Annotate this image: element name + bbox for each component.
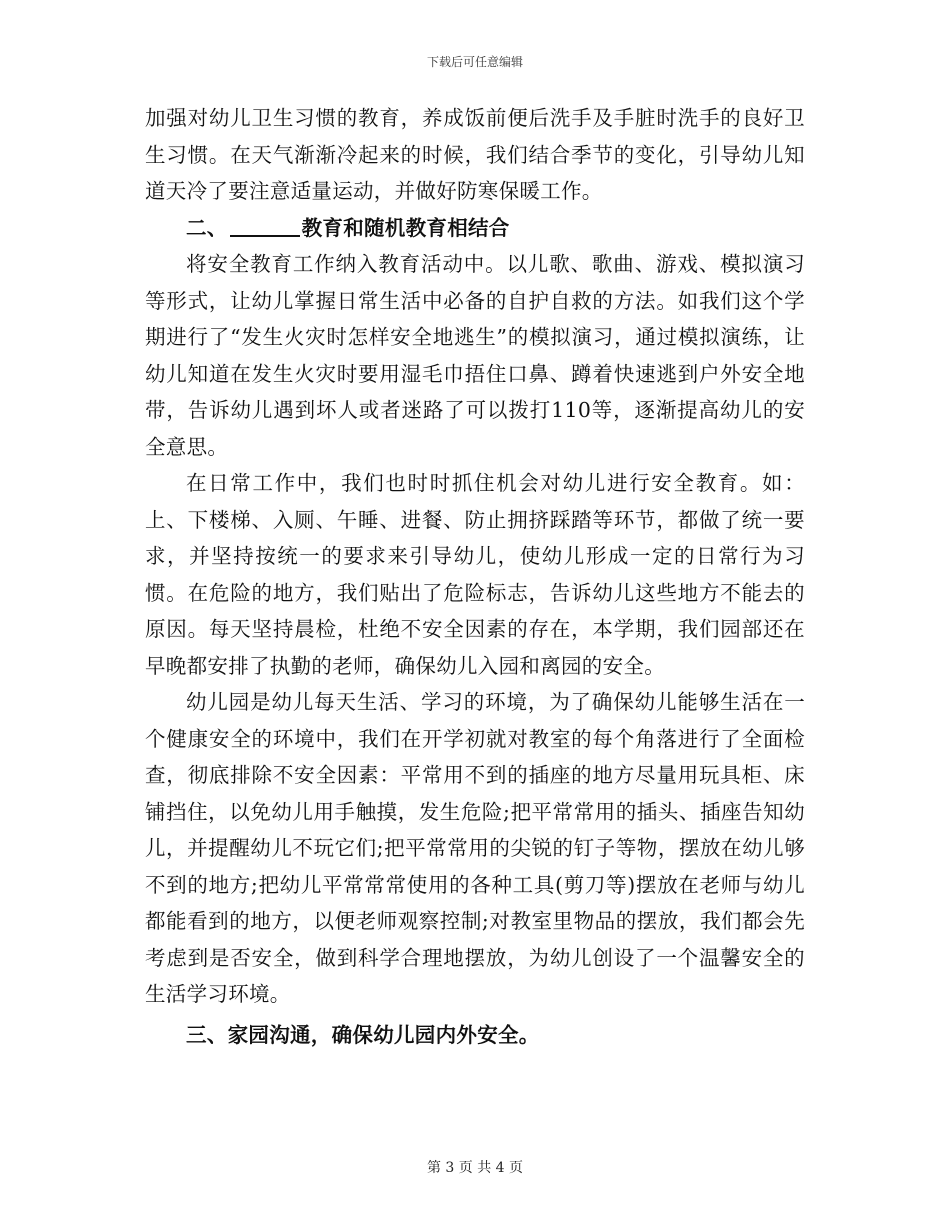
blank-underline: [230, 213, 300, 237]
section-heading-2: [145, 210, 805, 247]
paragraph-hygiene: 加强对幼儿卫生习惯的教育，养成饭前便后洗手及手脏时洗手的良好卫生习惯。在天气渐渐冷起来的时候，我们结合季节的变化，引导幼儿知道天冷了要注意适量运动，并做好防寒保暖工作。: [145, 106, 805, 203]
paragraph-safety-education: 将安全教育工作纳入教育活动中。以儿歌、歌曲、游戏、模拟演习等形式，让幼儿掌握日常生活中必备的自护自救的方法。如我们这个学期进行了“发生火灾时怎样安全地逃生”的模拟演习，通过模拟演练，让幼儿知道在发生火灾时要用湿毛巾捂住口鼻、蹲着快速逃到户外安全地带，告诉幼儿遇到坏人或者迷路了可以拨打110等，逐渐提高幼儿的安全意思。: [145, 252, 805, 459]
paragraph-daily-work: 在日常工作中，我们也时时抓住机会对幼儿进行安全教育。如：上、下楼梯、入厕、午睡、进餐、防止拥挤踩踏等环节，都做了统一要求，并坚持按统一的要求来引导幼儿，使幼儿形成一定的日常行为习惯。在危险的地方，我们贴出了危险标志，告诉幼儿这些地方不能去的原因。每天坚持晨检，杜绝不安全因素的存在，本学期，我们园部还在早晚都安排了执勤的老师，确保幼儿入园和离园的安全。: [145, 471, 805, 678]
page-footer: 第 3 页 共 4 页: [426, 1160, 524, 1176]
paragraph-environment: 幼儿园是幼儿每天生活、学习的环境，为了确保幼儿能够生活在一个健康安全的环境中，我们在开学初就对教室的每个角落进行了全面检查，彻底排除不安全因素：平常用不到的插座的地方尽量用玩具柜、床铺挡住，以免幼儿用手触摸，发生危险;把平常常用的插头、插座告知幼儿，并提醒幼儿不玩它们;把平常常用的尖锐的钉子等物，摆放在幼儿够不到的地方;把幼儿平常常常使用的各种工具(剪刀等)摆放在老师与幼儿都能看到的地方，以便老师观察控制;对教室里物品的摆放，我们都会先考虑到是否安全，做到科学合理地摆放，为幼儿创设了一个温馨安全的生活学习环境。: [145, 690, 805, 1006]
section-heading-3: 三、家园沟通，确保幼儿园内外安全。: [186, 1022, 540, 1047]
section-heading-2-number: 二、: [186, 215, 228, 240]
section-heading-2-title: 教育和随机教育相结合: [301, 215, 510, 240]
page-header: 下载后可任意编辑: [426, 55, 523, 69]
document-body: [145, 100, 805, 1053]
